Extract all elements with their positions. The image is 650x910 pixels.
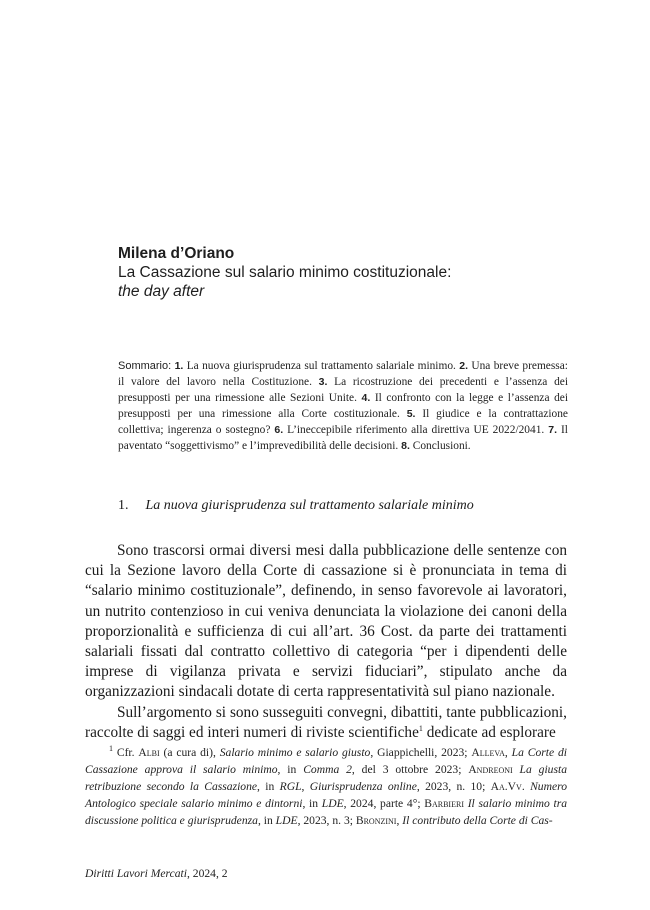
footnote-text: , del 3 ottobre 2023; bbox=[351, 763, 469, 776]
summary-item-text: La ricostruzione dei precedenti e l’assenza dei presupposti per una rimessione alle Sezioni Unite. bbox=[118, 376, 568, 404]
footnote-text: , Giappichelli, 2023; bbox=[370, 746, 472, 759]
footnote-journal: Comma 2 bbox=[303, 763, 352, 776]
footnote-text: , in bbox=[277, 763, 304, 776]
footnote-number: 1 bbox=[109, 744, 113, 754]
summary-item-text: Il paventato “soggettivismo” e l’imprevedibilità delle decisioni. bbox=[118, 424, 568, 452]
footnote-text: , bbox=[396, 814, 403, 827]
section-number: 1. bbox=[118, 498, 129, 513]
footnote-journal: RGL bbox=[279, 780, 302, 793]
summary-item-number: 1. bbox=[174, 360, 184, 372]
section-heading bbox=[118, 497, 568, 515]
footnote-work-title: Salario minimo e salario giusto bbox=[219, 746, 371, 759]
footnote-author: Albi bbox=[138, 746, 160, 759]
footnote-text: (a cura di), bbox=[159, 746, 220, 759]
summary-item-text: Una breve premessa: il valore del lavoro nella Costituzione. bbox=[118, 360, 568, 388]
footnote-text: , in bbox=[302, 797, 322, 810]
footnote-journal: LDE bbox=[275, 814, 298, 827]
footnote-work-title: Numero Antologico speciale salario minimo e dintorni bbox=[85, 780, 567, 810]
footnote-text bbox=[513, 763, 520, 776]
footnote-author: Barbieri bbox=[424, 797, 464, 810]
footnote-text: , 2023, n. 3; bbox=[297, 814, 356, 827]
section-title: La nuova giurisprudenza sul trattamento salariale minimo bbox=[145, 498, 474, 513]
summary-item-number: 7. bbox=[548, 424, 558, 436]
journal-name: Diritti Lavori Mercati bbox=[85, 867, 187, 880]
summary-item-text: Conclusioni. bbox=[412, 440, 471, 452]
summary-item-number: 6. bbox=[274, 424, 284, 436]
body-text-span: dedicate ad esplorare bbox=[422, 723, 556, 741]
footnote-text: , 2023, n. 10; bbox=[416, 780, 491, 793]
article-header bbox=[118, 244, 578, 301]
summary-item-text: L’ineccepibile riferimento alla direttiva UE 2022/2041. bbox=[287, 424, 545, 436]
footnote-text: , in bbox=[257, 814, 276, 827]
footnote-author: Bronzini bbox=[355, 814, 397, 827]
footnote-text: , bbox=[301, 780, 310, 793]
article-author: Milena d’Oriano bbox=[118, 245, 235, 262]
footnote-author: Andreoni bbox=[468, 763, 513, 776]
footnote-author: Alleva bbox=[471, 746, 505, 759]
footnote-journal: Giurisprudenza online bbox=[309, 780, 417, 793]
footnote-paragraph bbox=[85, 744, 567, 829]
body-text-span: Sull’argomento si sono susseguiti convegni, dibattiti, tante pubblicazioni, raccolte di saggi ed interi numeri di riviste scientifiche bbox=[85, 703, 567, 741]
summary-item-number: 3. bbox=[318, 376, 328, 388]
summary-item-text: La nuova giurisprudenza sul trattamento salariale minimo. bbox=[186, 360, 456, 372]
footnote-text: , bbox=[504, 746, 512, 759]
footnote-journal: LDE bbox=[321, 797, 344, 810]
summary-item-number: 4. bbox=[361, 392, 371, 404]
footnote-text: , in bbox=[257, 780, 280, 793]
summary-item-text: Il giudice e la contrattazione collettiva; ingerenza o sostegno? bbox=[118, 408, 568, 436]
footnote-work-title: Il contributo della Corte di Cas- bbox=[402, 814, 553, 827]
body-paragraph bbox=[85, 703, 567, 743]
body-text bbox=[85, 541, 567, 743]
summary-item-number: 2. bbox=[459, 360, 469, 372]
summary-item-number: 5. bbox=[406, 408, 416, 420]
footnote-work-title: La Corte di Cassazione approva il salario minimo bbox=[85, 746, 567, 776]
summary-item-text: Il confronto con la legge e l’assenza dei presupposti per una rimessione alla Corte costituzionale. bbox=[118, 392, 568, 420]
summary bbox=[118, 358, 568, 454]
body-paragraph: Sono trascorsi ormai diversi mesi dalla pubblicazione delle sentenze con cui la Sezione lavoro della Corte di cassazione si è pronunciata in tema di “salario minimo costituzionale”, definendo, in senso favorevole ai lavoratori, un nutrito contenzioso in cui veniva denunciata la violazione dei canoni della proporzionalità e sufficienza di cui all’art. 36 Cost. da parte dei trattamenti salariali fissati dal contratto collettivo di categoria “per i dipendenti delle imprese di vigilanza privata e servizi fiduciari”, stipulato anche da organizzazioni sindacali dotate di certa rappresentatività sul piano nazionale. bbox=[85, 542, 567, 701]
summary-label: Sommario: bbox=[118, 360, 172, 372]
article-title: La Cassazione sul salario minimo costituzionale: bbox=[118, 264, 452, 281]
summary-item-number: 8. bbox=[401, 440, 410, 452]
footnote-work-title: Il salario minimo tra discussione politica e giurisprudenza bbox=[85, 797, 568, 827]
footnote-text: Cfr. bbox=[113, 746, 139, 759]
journal-issue: , 2024, 2 bbox=[186, 867, 228, 880]
footnote-work-title: La giusta retribuzione secondo la Cassazione bbox=[85, 763, 567, 793]
footnote bbox=[85, 744, 567, 829]
footnote-text: , 2024, parte 4°; bbox=[343, 797, 425, 810]
page-footer bbox=[85, 866, 228, 881]
footnote-author: Aa.Vv. bbox=[490, 780, 525, 793]
footnote-reference[interactable]: 1 bbox=[418, 723, 423, 733]
article-subtitle: the day after bbox=[118, 283, 205, 300]
